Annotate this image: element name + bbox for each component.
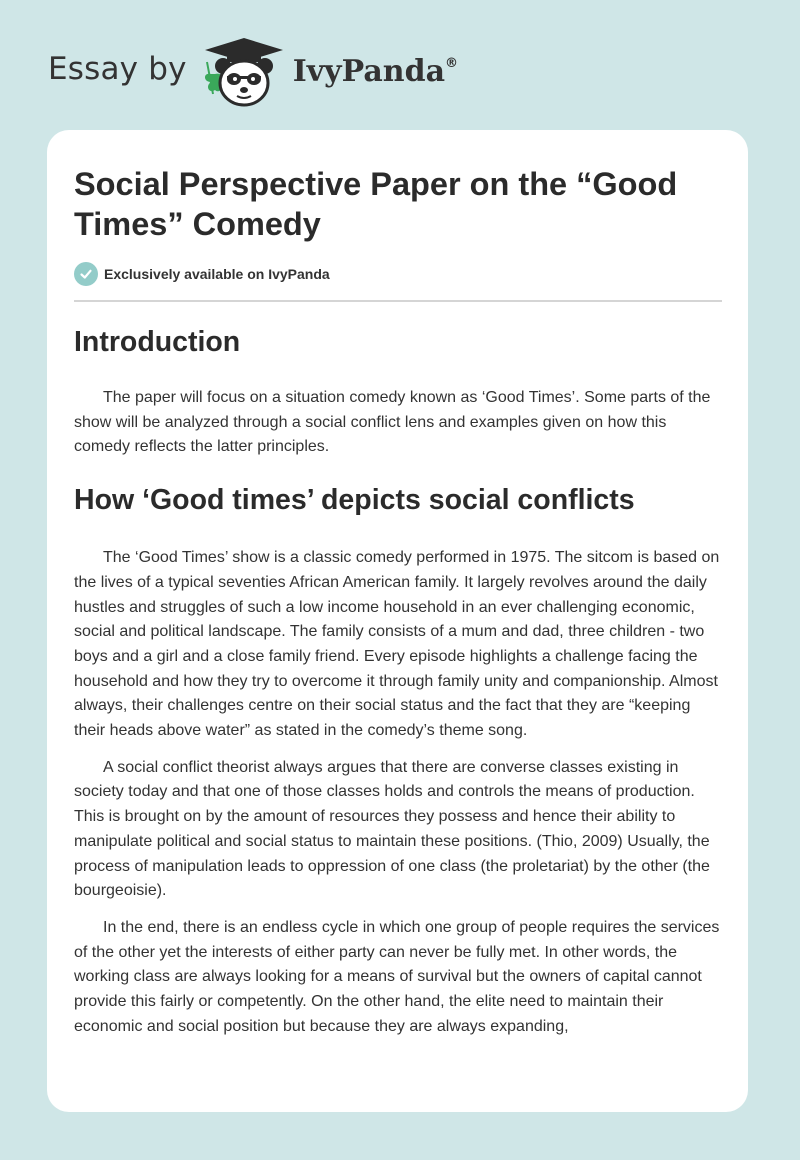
badge-text: Exclusively available on IvyPanda	[104, 266, 330, 282]
divider	[74, 300, 722, 302]
page-title: Social Perspective Paper on the “Good Times” Comedy	[74, 166, 678, 242]
paragraph: The ‘Good Times’ show is a classic comedy performed in 1975. The sitcom is based on the lives of a typical seventies African American family. It largely revolves around the daily hustles and struggles of such a low income household in an ever challenging economic, social and political landscape. The family consists of a mum and dad, three children - two boys and a girl and a close family friend. Every episode highlights a challenge facing the household and how they try to overcome it through family unity and companionship. Almost always, their challenges centre on their social status and the fact that they are “keeping their heads above water” as stated in the comedy’s theme song.	[74, 549, 720, 740]
brand-prefix: Essay by	[48, 51, 187, 87]
paragraph: The paper will focus on a situation comedy known as ‘Good Times’. Some parts of the show will be analyzed through a social conflict lens and examples given on how this comedy reflects the latter principles.	[74, 389, 711, 456]
site-brand[interactable]	[48, 36, 458, 108]
checkmark-icon	[74, 262, 98, 286]
paragraph: A social conflict theorist always argues that there are converse classes existing in society today and that one of those classes holds and controls the means of production. This is brought on by the amount of resources they possess and hence their ability to manipulate political and social status to maintain these positions. (Thio, 2009) Usually, the process of manipulation leads to oppression of one class (the proletariat) by the other (the bourgeoisie).	[74, 758, 710, 900]
section-heading-social-conflicts: How ‘Good times’ depicts social conflicts	[74, 484, 635, 517]
essay-card	[47, 130, 748, 1112]
paragraph: In the end, there is an endless cycle in which one group of people requires the services of the other yet the interests of either party can never be fully met. In other words, the working class are always looking for a means of survival but the owners of capital cannot provide this fairly or competently. On the other hand, the elite need to maintain their economic and social position but because they are always expanding,	[74, 918, 720, 1035]
exclusive-badge	[74, 262, 722, 286]
panda-logo-icon	[201, 36, 287, 108]
brand-name: IvyPanda®	[292, 53, 459, 89]
section-heading-introduction: Introduction	[74, 326, 241, 358]
